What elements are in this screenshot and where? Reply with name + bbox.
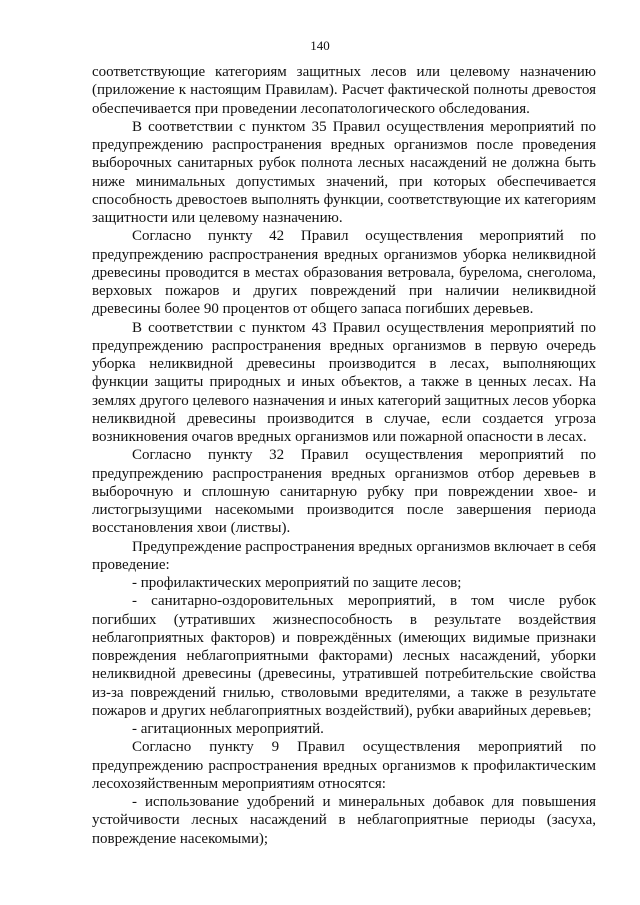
paragraph-rule-35: В соответствии с пунктом 35 Правил осуществления мероприятий по предупреждению распространения вредных организмов после проведения выборочных санитарных рубок полнота лесных насаждений не должна быть ниже минимальных допустимых значений, при которых обеспечивается способность древостоев выполнять функции, соответствующие их категориям защитности или целевому назначению. (92, 118, 596, 226)
list-item-sanitary: - санитарно-оздоровительных мероприятий, в том числе рубок погибших (утративших жизнеспособность в результате воздействия неблагоприятных факторов) и повреждённых (имеющих видимые признаки повреждения неблагоприятными факторами) лесных насаждений, уборки неликвидной древесины (древесины, утратившей потребительские свойства из-за повреждений гнилью, стволовыми вредителями, а также в результате пожаров и других неблагоприятных воздействий), рубки аварийных деревьев; (92, 593, 596, 719)
paragraph-prevention-intro: Предупреждение распространения вредных организмов включает в себя проведение: (92, 538, 596, 573)
paragraph-continuation: соответствующие категориям защитных лесов или целевому назначению (приложение к настоящим Правилам). Расчет фактической полноты древостоя обеспечивается при проведении лесопатологического обследования. (92, 64, 596, 117)
document-body (92, 63, 596, 848)
paragraph-rule-32: Согласно пункту 32 Правил осуществления мероприятий по предупреждению распространения вредных организмов отбор деревьев в выборочную и сплошную санитарную рубку при повреждении хвое- и листогрызущими насекомыми производится после завершения периода восстановления хвои (листвы). (92, 447, 596, 537)
paragraph-rule-42: Согласно пункту 42 Правил осуществления мероприятий по предупреждению распространения вредных организмов уборка неликвидной древесины проводится в местах образования ветровала, бурелома, снеголома, верховых пожаров и других повреждений при наличии неликвидной древесины более 90 процентов от общего запаса погибших деревьев. (92, 228, 596, 318)
page-number: 140 (310, 38, 330, 53)
list-item-fertilizers: - использование удобрений и минеральных добавок для повышения устойчивости лесных насаждений в неблагоприятные периоды (засуха, повреждение насекомыми); (92, 794, 596, 847)
list-item-agitation: - агитационных мероприятий. (132, 721, 324, 737)
paragraph-rule-9: Согласно пункту 9 Правил осуществления мероприятий по предупреждению распространения вредных организмов к профилактическим лесохозяйственным мероприятиям относятся: (92, 739, 596, 792)
list-item-preventive: - профилактических мероприятий по защите лесов; (132, 575, 462, 591)
paragraph-rule-43: В соответствии с пунктом 43 Правил осуществления мероприятий по предупреждению распространения вредных организмов в первую очередь уборка неликвидной древесины производится в лесах, выполняющих функции защиты природных и иных объектов, а также в ценных лесах. На землях другого целевого назначения и иных категорий защитных лесов уборка неликвидной древесины производится в случае, если создается угроза возникновения очагов вредных организмов или пожарной опасности в лесах. (92, 319, 596, 445)
